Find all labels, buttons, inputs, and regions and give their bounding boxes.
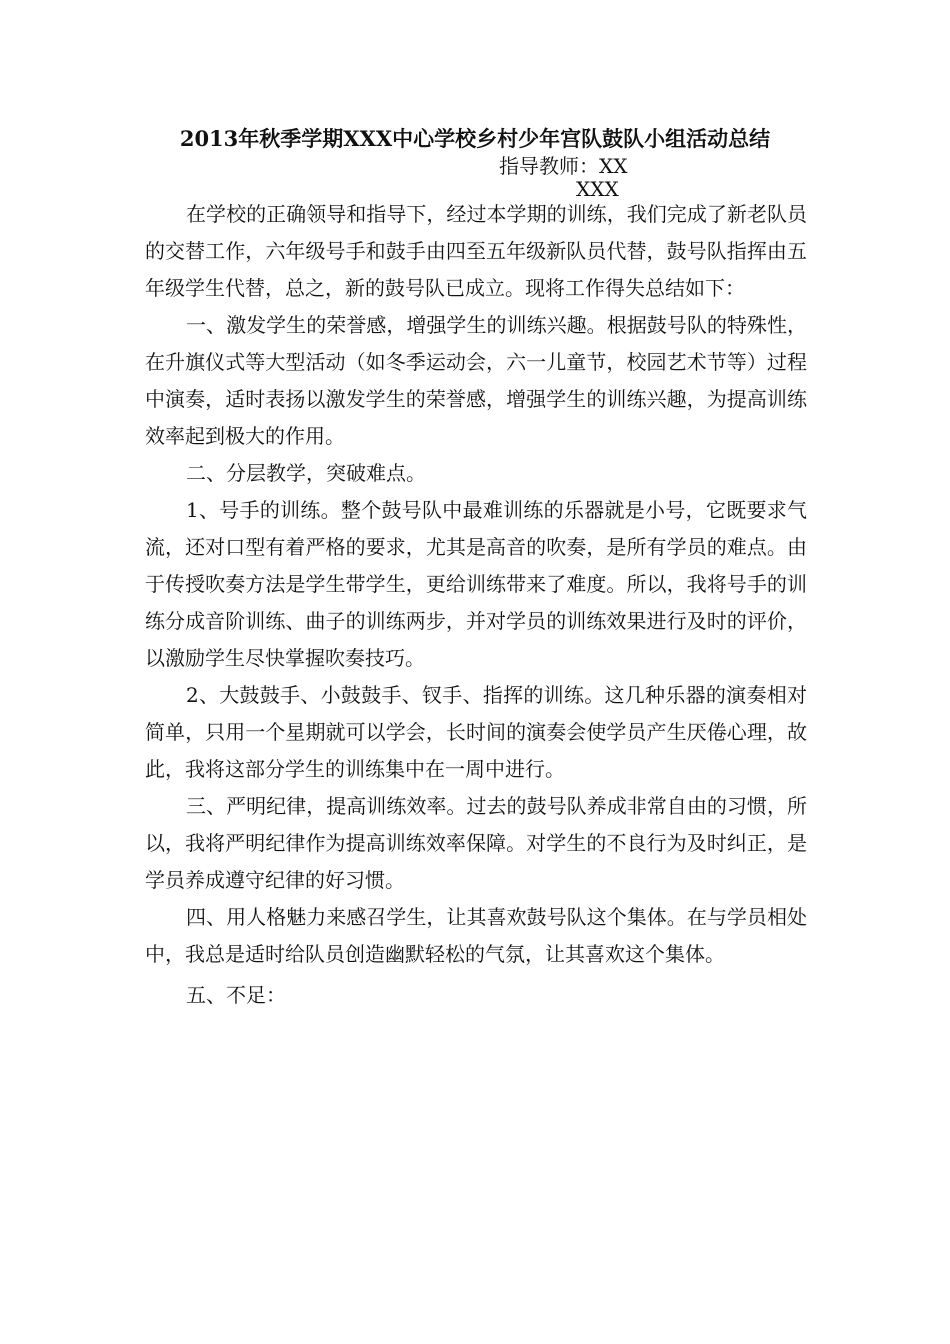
paragraph-section-2-item-1: 1、号手的训练。整个鼓号队中最难训练的乐器就是小号，它既要求气流，还对口型有着严格的要求，尤其是高音的吹奏，是所有学员的难点。由于传授吹奏方法是学生带学生，更给训练带来了难度。所以，我将号手的训练分成音阶训练、曲子的训练两步，并对学员的训练效果进行及时的评价，以激励学生尽快掌握吹奏技巧。 (145, 498, 807, 670)
paragraph-section-1: 一、激发学生的荣誉感，增强学生的训练兴趣。根据鼓号队的特殊性，在升旗仪式等大型活动（如冬季运动会，六一儿童节，校园艺术节等）过程中演奏，适时表扬以激发学生的荣誉感，增强学生的训练兴趣，为提高训练效率起到极大的作用。 (145, 313, 807, 448)
paragraph-section-5: 五、不足： (186, 983, 286, 1007)
paragraph-section-2: 二、分层教学，突破难点。 (186, 461, 426, 485)
paragraph-section-3: 三、严明纪律，提高训练效率。过去的鼓号队养成非常自由的习惯，所以，我将严明纪律作为提高训练效率保障。对学生的不良行为及时纠正，是学员养成遵守纪律的好习惯。 (145, 794, 807, 892)
instructor-label: 指导教师：XX (499, 154, 628, 178)
paragraph-section-4: 四、用人格魅力来感召学生，让其喜欢鼓号队这个集体。在与学员相处中，我总是适时给队员创造幽默轻松的气氛，让其喜欢这个集体。 (145, 905, 807, 966)
paragraph-section-2-item-2: 2、大鼓鼓手、小鼓鼓手、钗手、指挥的训练。这几种乐器的演奏相对简单，只用一个星期就可以学会，长时间的演奏会使学员产生厌倦心理，故此，我将这部分学生的训练集中在一周中进行。 (145, 683, 807, 781)
instructor-name: XXX (576, 177, 619, 201)
document-title: 2013年秋季学期XXX中心学校乡村少年宫队鼓队小组活动总结 (179, 126, 771, 151)
paragraph-intro: 在学校的正确领导和指导下，经过本学期的训练，我们完成了新老队员的交替工作，六年级号手和鼓手由四至五年级新队员代替，鼓号队指挥由五年级学生代替，总之，新的鼓号队已成立。现将工作得失总结如下： (145, 202, 807, 300)
document-body (145, 196, 807, 1014)
